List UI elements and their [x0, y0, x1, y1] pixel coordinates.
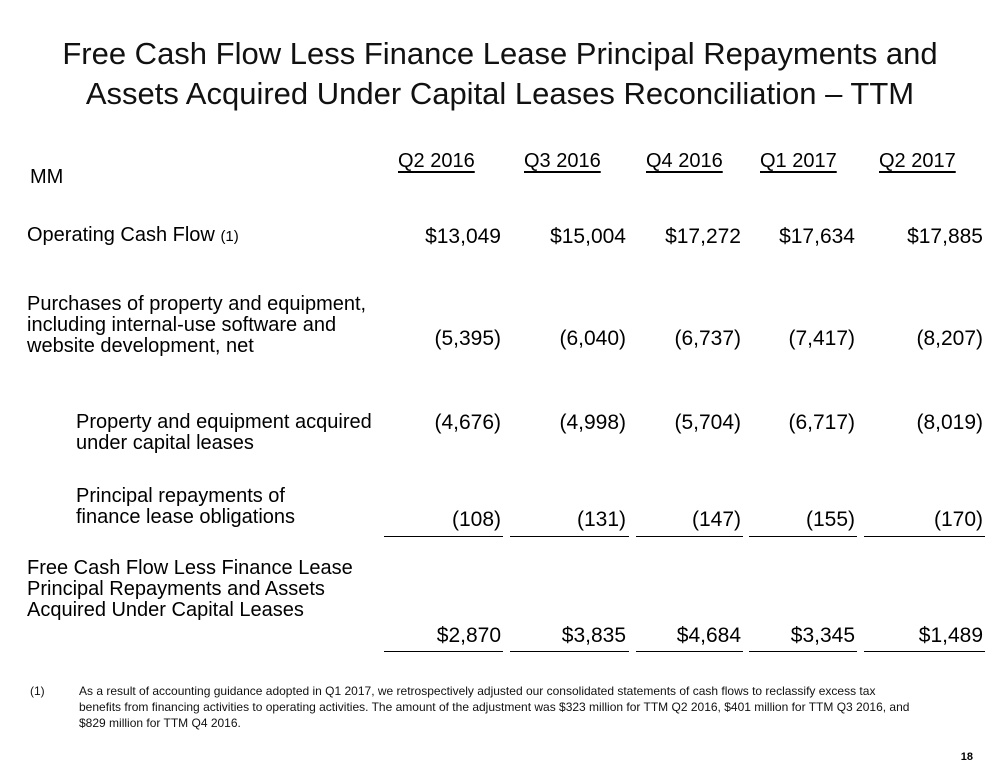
row-label-operating-cash-flow	[27, 225, 387, 247]
table-cell: $17,885	[907, 225, 983, 248]
total-rule	[749, 651, 857, 652]
table-cell: (5,395)	[434, 327, 501, 350]
subtotal-rule	[749, 536, 857, 537]
total-rule	[384, 651, 503, 652]
footnote-text: As a result of accounting guidance adopted in Q1 2017, we retrospectively adjusted our consolidated statements of cash flows to reclassify excess tax benefits from financing activities to operating activities. The amount of the adjustment was $323 million for TTM Q2 2016, $401 million for TTM Q3 2016, and $829 million for TTM Q4 2016.	[79, 684, 910, 730]
table-cell: $3,835	[561, 624, 626, 647]
row-label-free-cash-flow-total: Free Cash Flow Less Finance Lease Principal Repayments and Assets Acquired Under Capital Leases	[27, 557, 353, 621]
title-line-1: Free Cash Flow Less Finance Lease Principal Repayments and	[62, 36, 938, 71]
table-cell: (4,998)	[559, 411, 626, 434]
table-cell: (6,717)	[788, 411, 855, 434]
page-number: 18	[960, 751, 973, 763]
total-rule	[510, 651, 629, 652]
subtotal-rule	[384, 536, 503, 537]
column-header-q3-2016: Q3 2016	[524, 150, 601, 172]
subtotal-rule	[636, 536, 743, 537]
subtotal-rule	[864, 536, 985, 537]
row-label-text: Operating Cash Flow	[27, 224, 215, 246]
column-header-q2-2017: Q2 2017	[879, 150, 956, 172]
table-cell: (6,040)	[559, 327, 626, 350]
table-cell: (7,417)	[788, 327, 855, 350]
footnote-reference: (1)	[220, 228, 239, 245]
unit-label: MM	[30, 166, 64, 188]
table-cell: $2,870	[436, 624, 501, 647]
table-cell: $3,345	[790, 624, 855, 647]
table-cell: (6,737)	[674, 327, 741, 350]
table-cell: $17,634	[779, 225, 855, 248]
row-label-principal-repayments: Principal repayments of finance lease obligations	[76, 485, 296, 528]
table-cell: (5,704)	[674, 411, 741, 434]
total-rule	[636, 651, 743, 652]
table-cell: $17,272	[665, 225, 741, 248]
table-cell: (8,207)	[916, 327, 983, 350]
table-cell: $13,049	[425, 225, 501, 248]
table-cell: $15,004	[550, 225, 626, 248]
column-header-q2-2016: Q2 2016	[398, 150, 475, 172]
row-label-capital-leases: Property and equipment acquired under capital leases	[76, 411, 372, 454]
row-label-purchases-of-property: Purchases of property and equipment, including internal-use software and website development, net	[27, 293, 367, 357]
table-cell: (131)	[576, 508, 626, 531]
column-header-q1-2017: Q1 2017	[760, 150, 837, 172]
table-cell: (170)	[933, 508, 983, 531]
title-line-2: Assets Acquired Under Capital Leases Reconciliation – TTM	[85, 76, 915, 111]
page-title	[20, 34, 980, 114]
footnote-marker: (1)	[30, 684, 45, 698]
subtotal-rule	[510, 536, 629, 537]
table-cell: (147)	[691, 508, 741, 531]
table-cell: (4,676)	[434, 411, 501, 434]
column-header-q4-2016: Q4 2016	[646, 150, 723, 172]
table-cell: (8,019)	[916, 411, 983, 434]
table-cell: $4,684	[676, 624, 741, 647]
total-rule	[864, 651, 985, 652]
table-cell: (155)	[805, 508, 855, 531]
table-cell: (108)	[451, 508, 501, 531]
table-cell: $1,489	[918, 624, 983, 647]
